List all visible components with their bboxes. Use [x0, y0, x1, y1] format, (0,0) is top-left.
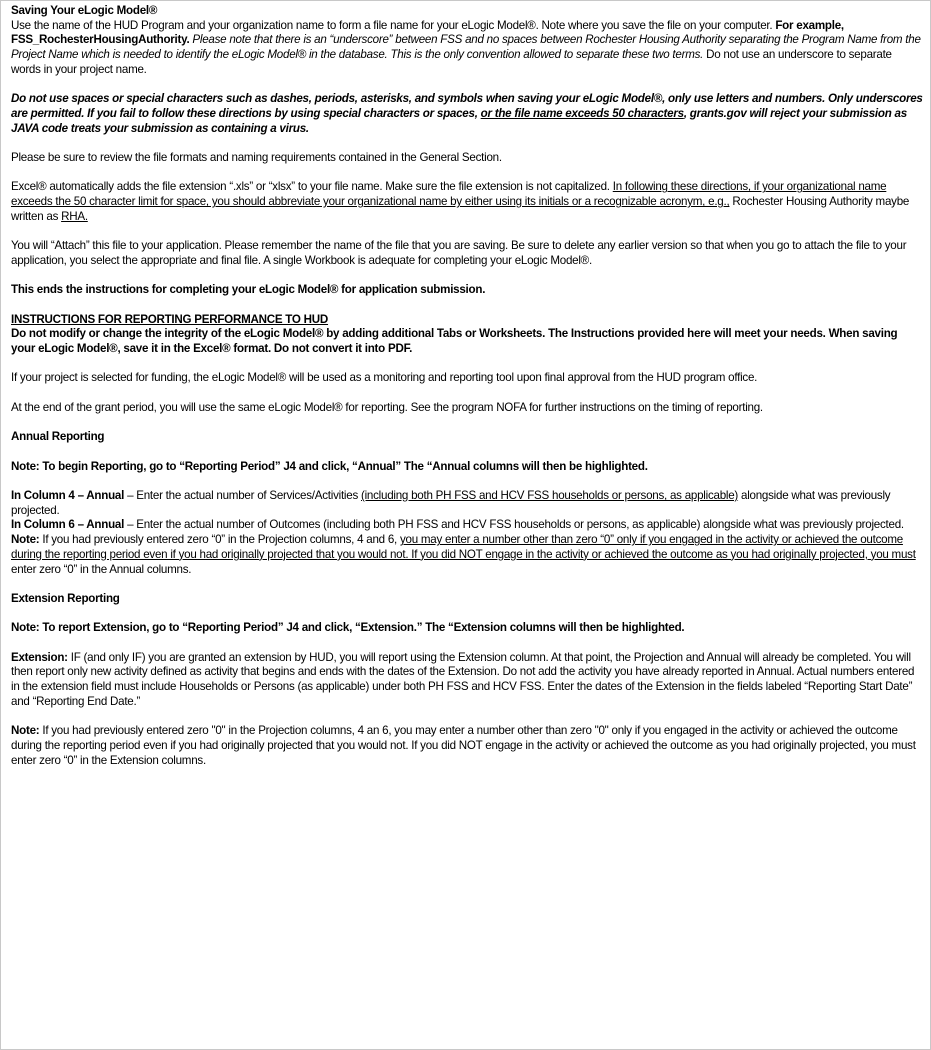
text-segment: Use the name of the HUD Program and your organization name to form a file name for your eLogic Model®. Note where you save the file on your computer. — [11, 18, 776, 32]
text-segment: This ends the instructions for completing your eLogic Model® for application submission. — [11, 283, 486, 297]
text-segment: Note: — [11, 724, 40, 738]
text-segment: Note: To begin Reporting, go to “Reporting Period” J4 and click, “Annual” The “Annual columns will then be highlighted. — [11, 459, 648, 473]
text-segment: Please be sure to review the file formats and naming requirements contained in the General Section. — [11, 151, 502, 164]
text-segment: enter zero “0” in the Annual columns. — [11, 562, 192, 576]
text-segment: IF (and only IF) you are granted an extension by HUD, you will report using the Extension column. At that point, the Projection and Annual will already be completed. You will then report only new activity defined as activity that begins and ends with the dates of the Extension. Do not add the activity you have already reported in Annual. Actual numbers entered in the extension field must include Households or Persons (as applicable) under both PH FSS and HCV FSS. Enter the dates of the Extension in the fields labeled “Reporting Start Date” and “Reporting End Date.” — [11, 650, 915, 708]
text-segment: – Enter the actual number of Outcomes (including both PH FSS and HCV FSS households or persons, as applicable) alongside what was previously projected. — [124, 518, 904, 532]
text-segment: Annual Reporting — [11, 430, 105, 444]
text-segment: For example, FSS_RochesterHousingAuthority. — [11, 18, 844, 47]
paragraph — [11, 239, 923, 268]
paragraph — [11, 283, 923, 298]
text-segment: Do not modify or change the integrity of the eLogic Model® by adding additional Tabs or Worksheets. The Instructions provided here will meet your needs. When saving your eLogic Model®, save it in the Excel® format. Do not convert it into PDF. — [11, 327, 898, 356]
text-segment: Do not use spaces or special characters such as dashes, periods, asterisks, and symbols when saving your eLogic Model®, only use letters and numbers. Only underscores are permitted. If you fail to follow these directions by using special characters or spaces, — [11, 92, 923, 120]
paragraph — [11, 724, 923, 768]
paragraph — [11, 592, 923, 607]
text-segment: Note: To report Extension, go to “Reporting Period” J4 and click, “Extension.” The “Extension columns will then be highlighted. — [11, 621, 685, 635]
text-segment: Extension: — [11, 650, 68, 664]
text-segment: or the file name exceeds 50 characters — [480, 106, 684, 120]
text-segment: You will “Attach” this file to your application. Please remember the name of the file that you are saving. Be sure to delete any earlier version so that when you go to attach the file to your application, you select the appropriate and final file. A single Workbook is adequate for completing your eLogic Model®. — [11, 239, 907, 267]
paragraph — [11, 92, 923, 136]
paragraph — [11, 533, 923, 577]
text-segment: Saving Your eLogic Model® — [11, 4, 158, 17]
text-segment: Do not use an underscore to separate words in your project name. — [11, 48, 892, 76]
text-segment: (including both PH FSS and HCV FSS households or persons, as applicable) — [360, 489, 739, 503]
text-segment: INSTRUCTIONS FOR REPORTING PERFORMANCE TO HUD — [11, 312, 329, 326]
paragraph — [11, 19, 923, 78]
paragraph — [11, 430, 923, 445]
text-segment: – Enter the actual number of Services/Activities — [124, 489, 361, 503]
text-segment: At the end of the grant period, you will use the same eLogic Model® for reporting. See the program NOFA for further instructions on the timing of reporting. — [11, 400, 763, 414]
text-segment: Note: — [11, 533, 40, 547]
text-segment: Excel® automatically adds the file extension “.xls” or “xlsx” to your file name. Make sure the file extension is not capitalized. — [11, 180, 613, 194]
text-segment: If you had previously entered zero "0" in the Projection columns, 4 an 6, you may enter a number other than zero "0" only if you engaged in the activity or achieved the outcome during the reporting period even if you had originally projected that you would not. If you did NOT engage in the activity or achieved the outcome as you had originally projected, you must enter zero “0” in the Extension columns. — [11, 724, 916, 767]
text-segment: In Column 4 – Annual — [11, 489, 125, 503]
text-segment: RHA. — [61, 209, 88, 223]
text-segment: In following these directions, if your organizational name exceeds the 50 character limit for space, you should abbreviate your organizational name by either using its initials or a recognizable acronym, e.g., — [11, 180, 887, 209]
paragraph — [11, 327, 923, 356]
paragraph — [11, 401, 923, 416]
text-segment: alongside what was previously projected. — [11, 489, 891, 517]
paragraph — [11, 518, 923, 533]
paragraph — [11, 180, 923, 224]
text-segment: Please note that there is an “underscore” between FSS and no spaces between Rochester Housing Authority separating the Program Name from the Project Name which is needed to identify the eLogic Model® in the database. This is the only convention allowed to separate these two terms. — [11, 33, 921, 62]
text-segment: If you had previously entered zero “0” in the Projection columns, 4 and 6, — [39, 533, 400, 547]
paragraph — [11, 621, 923, 636]
text-segment: Rochester Housing Authority maybe written as — [11, 195, 910, 223]
instructions-text — [11, 4, 923, 783]
text-segment: Extension Reporting — [11, 591, 120, 605]
paragraph — [11, 313, 923, 328]
paragraph — [11, 151, 923, 166]
text-segment: , grants.gov will reject your submission as JAVA code treats your submission as containing a virus. — [11, 106, 907, 135]
paragraph — [11, 371, 923, 386]
text-segment: In Column 6 – Annual — [11, 518, 125, 532]
text-segment: you may enter a number other than zero “0” only if you engaged in the activity or achieved the outcome during the reporting period even if you had originally projected that you would not. If you did NOT engage in the activity or achieved the outcome as you had originally projected, you must — [11, 533, 916, 561]
paragraph — [11, 651, 923, 710]
paragraph — [11, 4, 923, 19]
paragraph — [11, 460, 923, 475]
text-segment: If your project is selected for funding, the eLogic Model® will be used as a monitoring and reporting tool upon final approval from the HUD program office. — [11, 371, 758, 385]
paragraph — [11, 489, 923, 518]
